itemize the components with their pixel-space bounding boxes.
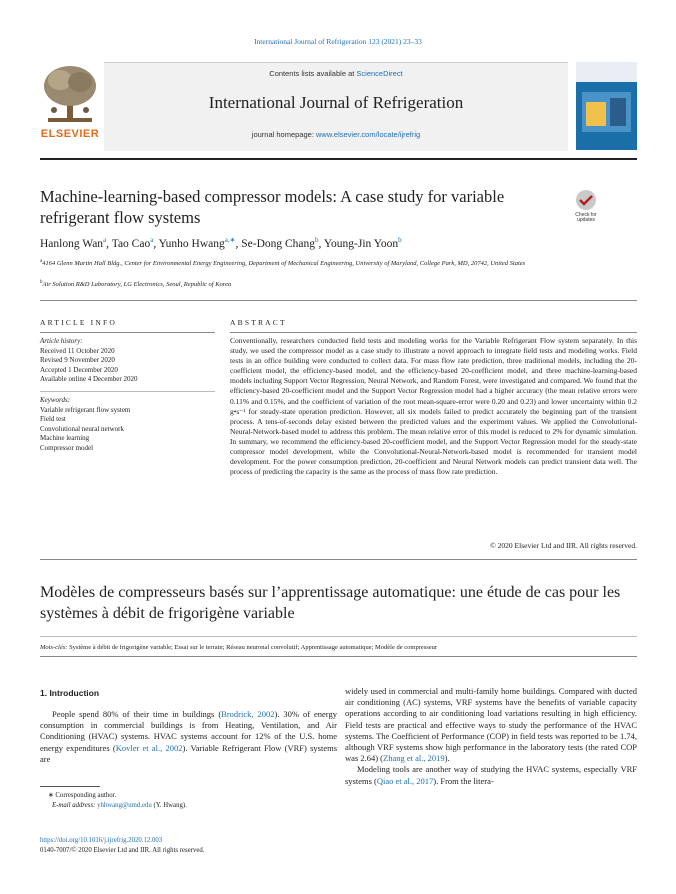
abstract-text: Conventionally, researchers conducted field tests and modeling works for the Variable Refrigerant Flow system separately. In this study, we used the compressor model as a case study to illustrate a novel approach to integrate field tests and modeling works. Field tests in an office building were conducted to collect data. For mass flow rate prediction, three traditional models, including the 20-coefficient model, the efficiency-based model, and the efficiency-based 20-coefficient model, and three machine-learning-based models including Support Vector Regression, Neural Network, and Random Forest, were investigated and compared. We found that the efficiency-based 20-coefficient model and the Support Vector Regression model had a higher accuracy (the mean relative errors were 0.11% and 0.15%, and the coefficient of variation of the root mean-square-error were 0.20 and 0.23) and lower uncertainty within 0.2 g•s⁻¹ for steady-state operation prediction. However, all six models failed to predict accurately the beginning part of the transient process. A tens-of-seconds delay existed between the predicted values and the experiment values. We applied the Convolutional-Neural-Network-based model to address this problem. The mean relative error of this model is reduced to 2% for dynamic simulation. In summary, we recommend the efficiency-based 20-coefficient model, and the Support Vector Regression model for the steady-state compressor model development, while the Convolutional-Neural-Network-based model is recommended for transient model development. For the power consumption prediction, 20-coefficient and Neural Network models can predict transient data well. The process of predicting the capacity is the same as the process of mass flow rate prediction. <box>230 336 637 477</box>
paper-title: Machine-learning-based compressor models: A case study for variable refrigerant flow systems <box>40 187 505 227</box>
journal-reference[interactable]: International Journal of Refrigeration 123 (2021) 23–33 <box>254 37 422 46</box>
footnote <box>40 791 337 811</box>
article-info-label: ARTICLE INFO <box>40 318 117 327</box>
body-text: ). From the litera- <box>433 775 494 786</box>
intro-paragraph <box>345 686 637 764</box>
footnote-rule <box>40 786 100 787</box>
article-history <box>40 337 215 385</box>
abstract-rule <box>230 332 637 333</box>
homepage-line: journal homepage: www.elsevier.com/locate/ijrefrig <box>251 130 421 139</box>
check-updates-badge[interactable] <box>570 188 602 222</box>
body-text: widely used in commercial and multi-family home buildings. Compared with ducted air conditioning (AC) systems, VRF systems have the benefits of variable capacity operations according to air conditioning load variations resulting in high efficiency. Field tests are practical and effective ways to study the performance of the HVAC systems. The Coefficient of Performance (COP) in field tests was reported to be 1.74, although VRF systems show high performance in the laboratory tests (the rated COP was 2.64) ( <box>345 686 637 764</box>
motscles-rule-top <box>40 636 637 637</box>
doi-link[interactable]: https://doi.org/10.1016/j.ijrefrig.2020.12.003 <box>40 837 163 844</box>
author-affil-mark[interactable]: a <box>103 236 107 244</box>
publisher-name: ELSEVIER <box>40 128 100 140</box>
affiliation-rule <box>40 300 637 301</box>
corresponding-author: ∗ Corresponding author. <box>48 792 117 799</box>
keyword: Field test <box>40 415 66 424</box>
abstract-copyright: © 2020 Elsevier Ltd and IIR. All rights reserved. <box>490 541 637 550</box>
masthead <box>40 62 637 152</box>
author-affil-mark[interactable]: b <box>315 236 319 244</box>
intro-paragraph <box>345 764 637 786</box>
body-text: People spend 80% of their time in buildings ( <box>52 709 222 719</box>
svg-text:updates: updates <box>577 217 595 222</box>
author-list: Hanlong Wan$^a$, Tao Cao$^a$, Yunho Hwang$^{a,∗}$, Se-Dong Chang$^b$, Young-Jin Yoon$^b$ <box>40 236 402 250</box>
journal-cover[interactable] <box>576 62 637 150</box>
abstract-label: ABSTRACT <box>230 318 287 327</box>
intro-left-column <box>40 709 337 765</box>
homepage-link[interactable]: www.elsevier.com/locate/ijrefrig <box>316 130 421 139</box>
keyword: Variable refrigerant flow system <box>40 405 131 414</box>
affiliation-a: $^a$4164 Glenn Martin Hall Bldg., Center for Environmental Energy Engineering, Department of Mechanical Engineering, University of Maryland, College Park, MD, 20742, United States <box>40 259 526 268</box>
header-rule <box>40 158 637 160</box>
abstract-end-rule <box>40 559 637 560</box>
footer <box>40 836 204 856</box>
author[interactable]: Young-Jin Yoon <box>323 237 399 250</box>
mots-cles: Mots-clés: Système à débit de frigorigène variable; Essai sur le terrain; Réseau neuronal convolutif; Apprentissage automatique; Modèle de compresseur <box>40 644 438 651</box>
affiliation-b: $^b$Air Solution R&D Laboratory, LG Electronics, Seoul, Republic of Korea <box>40 280 232 289</box>
author[interactable]: Yunho Hwang <box>158 237 225 250</box>
history-heading: Article history: <box>40 337 83 345</box>
keywords <box>40 396 215 454</box>
intro-right-column <box>345 686 637 787</box>
sciencedirect-link[interactable]: ScienceDirect <box>356 69 403 78</box>
section-heading: 1. Introduction <box>40 688 100 698</box>
email-link[interactable]: yhhwang@umd.edu <box>97 802 152 809</box>
keyword: Compressor model <box>40 443 94 452</box>
email-line: E-mail address: yhhwang@umd.edu (Y. Hwang). <box>52 802 187 809</box>
author[interactable]: Tao Cao <box>111 237 151 250</box>
history-item: Received 11 October 2020 <box>40 346 115 355</box>
keyword: Machine learning <box>40 434 90 443</box>
elsevier-tree-icon <box>40 62 100 126</box>
journal-title: International Journal of Refrigeration <box>208 93 464 112</box>
intro-paragraph <box>40 709 337 765</box>
history-item: Accepted 1 December 2020 <box>40 365 118 374</box>
elsevier-logo <box>40 62 100 150</box>
article-info-rule <box>40 332 215 333</box>
body-text: Modeling tools are another way of studying the HVAC systems, especially VRF systems ( <box>345 764 637 786</box>
citation-link[interactable]: Brodrick, 2002 <box>221 709 275 719</box>
citation-link[interactable]: Zhang et al., 2019 <box>383 753 445 764</box>
keyword: Convolutional neural network <box>40 424 124 433</box>
history-item: Available online 4 December 2020 <box>40 375 138 384</box>
body-text: ). <box>444 753 450 764</box>
svg-text:Check for: Check for <box>575 212 597 218</box>
author[interactable]: Se-Dong Chang <box>241 237 316 250</box>
author[interactable]: Hanlong Wan <box>40 237 104 250</box>
citation-link[interactable]: Qiao et al., 2017 <box>376 775 434 786</box>
author-affil-mark[interactable]: a <box>150 236 154 244</box>
french-title: Modèles de compresseurs basés sur l’apprentissage automatique: une étude de cas pour les systèmes à débit de frigorigène variable <box>40 584 621 622</box>
contents-line: Contents lists available at ScienceDirect <box>269 69 403 78</box>
check-updates-icon <box>570 188 602 222</box>
citation-link[interactable]: Kovler et al., 2002 <box>115 742 183 753</box>
body-text: ). Variable Refrigerant Flow (VRF) systems are <box>40 742 338 764</box>
history-rule <box>40 391 215 392</box>
author-affil-mark[interactable]: a,∗ <box>224 236 236 244</box>
journal-cover-image <box>576 62 637 150</box>
history-item: Revised 9 November 2020 <box>40 356 115 365</box>
motscles-rule-bottom <box>40 656 637 657</box>
issn-line: 0140-7007/© 2020 Elsevier Ltd and IIR. All rights reserved. <box>40 847 205 854</box>
masthead-box <box>104 62 568 151</box>
body-text: ). 30% of energy consumption in commercial buildings is from Heating, Ventilation, and Air Conditioning (HVAC) systems. HVAC systems account for 12% of the U.S. home energy expenditures ( <box>40 709 337 753</box>
keywords-heading: Keywords: <box>40 396 71 404</box>
author-affil-mark[interactable]: b <box>398 236 402 244</box>
